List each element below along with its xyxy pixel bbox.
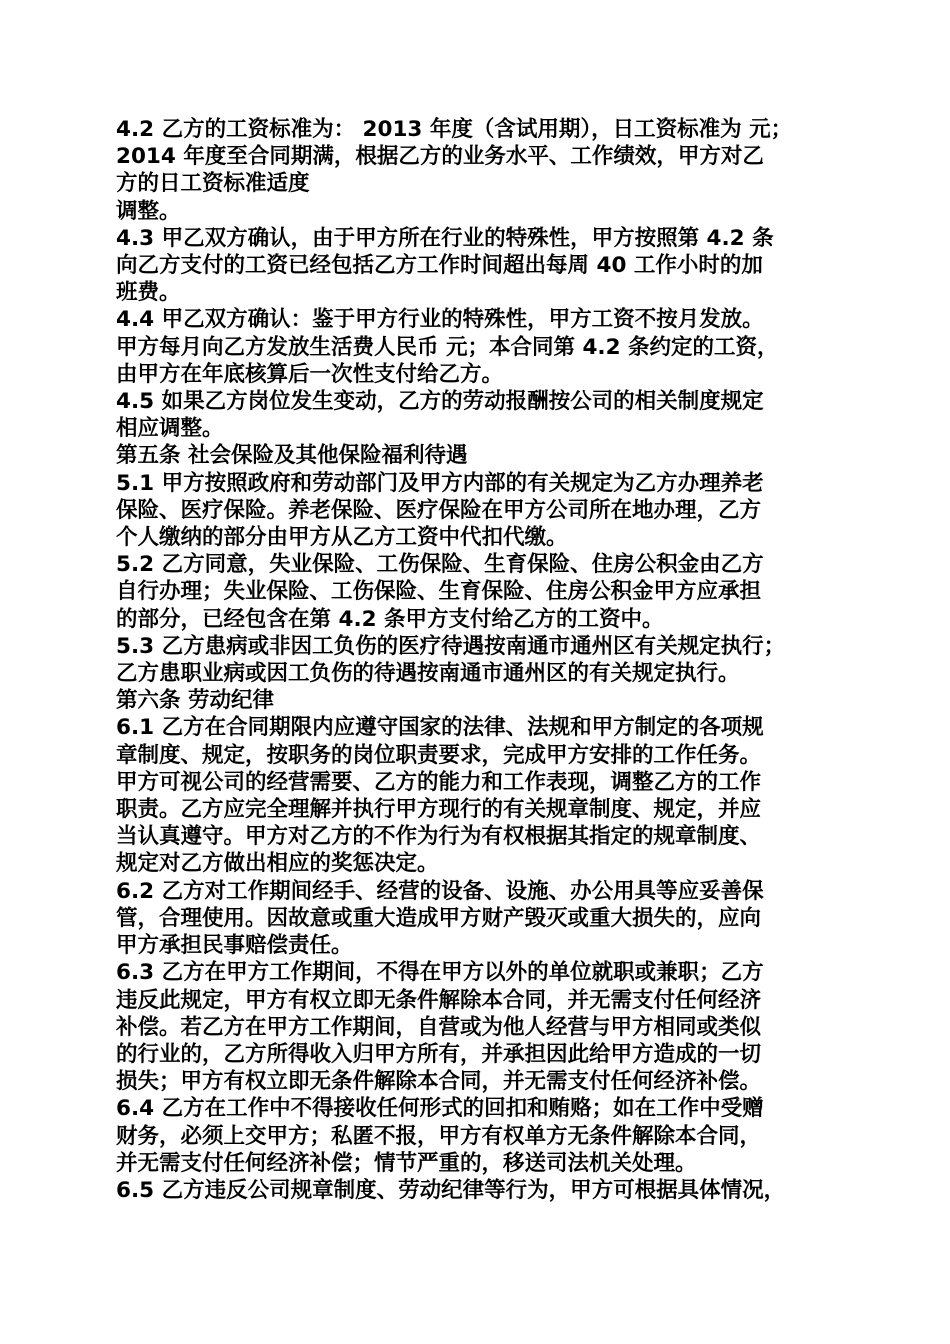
text-line: 4.5 如果乙方岗位发生变动，乙方的劳动报酬按公司的相关制度规定 xyxy=(116,389,764,415)
text-line: 6.1 乙方在合同期限内应遵守国家的法律、法规和甲方制定的各项规 xyxy=(116,715,764,741)
text-line: 5.1 甲方按照政府和劳动部门及甲方内部的有关规定为乙方办理养老 xyxy=(116,470,764,496)
article-5-heading xyxy=(116,442,846,469)
text-line: 6.5 乙方违反公司规章制度、劳动纪律等行为，甲方可根据具体情况， xyxy=(116,1177,786,1203)
clause-6-4 xyxy=(116,1095,846,1177)
text-line: 相应调整。 xyxy=(116,416,224,442)
clause-4-4 xyxy=(116,306,846,388)
text-line: 4.2 乙方的工资标准为： 2013 年度（含试用期），日工资标准为 元； xyxy=(116,117,793,142)
text-line: 财务，必须上交甲方；私匿不报，甲方有权单方无条件解除本合同， xyxy=(116,1123,762,1149)
article-6-heading xyxy=(116,687,846,714)
clause-6-3 xyxy=(116,959,846,1095)
text-line: 规定对乙方做出相应的奖惩决定。 xyxy=(116,851,439,877)
clause-6-5 xyxy=(116,1177,846,1204)
text-line: 6.2 乙方对工作期间经手、经营的设备、设施、办公用具等应妥善保 xyxy=(116,878,764,904)
text-line: 个人缴纳的部分由甲方从乙方工资中代扣代缴。 xyxy=(116,525,568,551)
text-line: 违反此规定，甲方有权立即无条件解除本合同，并无需支付任何经济 xyxy=(116,987,762,1013)
clause-4-3 xyxy=(116,225,846,307)
text-line: 的行业的，乙方所得收入归甲方所有，并承担因此给甲方造成的一切 xyxy=(116,1041,762,1067)
text-line: 当认真遵守。甲方对乙方的不作为行为有权根据其指定的规章制度、 xyxy=(116,824,762,850)
text-line: 乙方患职业病或因工负伤的待遇按南通市通州区的有关规定执行。 xyxy=(116,661,740,687)
text-line: 班费。 xyxy=(116,280,181,306)
text-line: 管，合理使用。因故意或重大造成甲方财产毁灭或重大损失的，应向 xyxy=(116,905,762,931)
text-line: 向乙方支付的工资已经包括乙方工作时间超出每周 40 工作小时的加 xyxy=(116,253,763,279)
text-line: 6.4 乙方在工作中不得接收任何形式的回扣和贿赂；如在工作中受赠 xyxy=(116,1096,764,1122)
text-line: 职责。乙方应完全理解并执行甲方现行的有关规章制度、规定，并应 xyxy=(116,797,762,823)
text-line: 4.3 甲乙双方确认，由于甲方所在行业的特殊性，甲方按照第 4.2 条 xyxy=(116,225,774,251)
clause-6-1 xyxy=(116,714,846,877)
text-line: 补偿。若乙方在甲方工作期间，自营或为他人经营与甲方相同或类似 xyxy=(116,1014,762,1040)
text-line: 并无需支付任何经济补偿；情节严重的，移送司法机关处理。 xyxy=(116,1150,697,1176)
clause-5-1 xyxy=(116,470,846,552)
text-line: 4.4 甲乙双方确认：鉴于甲方行业的特殊性，甲方工资不按月发放。 xyxy=(116,307,764,333)
text-line: 方的日工资标准适度 xyxy=(116,171,310,197)
text-line: 6.3 乙方在甲方工作期间，不得在甲方以外的单位就职或兼职；乙方 xyxy=(116,960,764,986)
clause-4-2 xyxy=(116,116,846,225)
text-line: 调整。 xyxy=(116,198,181,224)
text-line: 损失；甲方有权立即无条件解除本合同，并无需支付任何经济补偿。 xyxy=(116,1069,762,1095)
text-line: 甲方可视公司的经营需要、乙方的能力和工作表现，调整乙方的工作 xyxy=(116,769,762,795)
text-line: 5.2 乙方同意，失业保险、工伤保险、生育保险、住房公积金由乙方 xyxy=(116,552,764,578)
clause-5-2 xyxy=(116,551,846,633)
text-line: 甲方承担民事赔偿责任。 xyxy=(116,933,353,959)
text-line: 的部分，已经包含在第 4.2 条甲方支付给乙方的工资中。 xyxy=(116,606,664,632)
text-line: 2014 年度至合同期满，根据乙方的业务水平、工作绩效，甲方对乙 xyxy=(116,144,764,170)
text-line: 5.3 乙方患病或非因工负伤的医疗待遇按南通市通州区有关规定执行； xyxy=(116,633,786,659)
text-line: 由甲方在年底核算后一次性支付给乙方。 xyxy=(116,361,504,387)
document-page xyxy=(116,116,846,1204)
clause-6-2 xyxy=(116,878,846,960)
text-line: 自行办理；失业保险、工伤保险、生育保险、住房公积金甲方应承担 xyxy=(116,579,762,605)
text-line: 保险、医疗保险。养老保险、医疗保险在甲方公司所在地办理，乙方 xyxy=(116,497,762,523)
section-heading: 第五条 社会保险及其他保险福利待遇 xyxy=(116,443,468,469)
text-line: 甲方每月向乙方发放生活费人民币 元；本合同第 4.2 条约定的工资， xyxy=(116,334,779,360)
section-heading: 第六条 劳动纪律 xyxy=(116,688,274,714)
clause-4-5 xyxy=(116,388,846,442)
text-line: 章制度、规定，按职务的岗位职责要求，完成甲方安排的工作任务。 xyxy=(116,742,762,768)
clause-5-3 xyxy=(116,633,846,687)
